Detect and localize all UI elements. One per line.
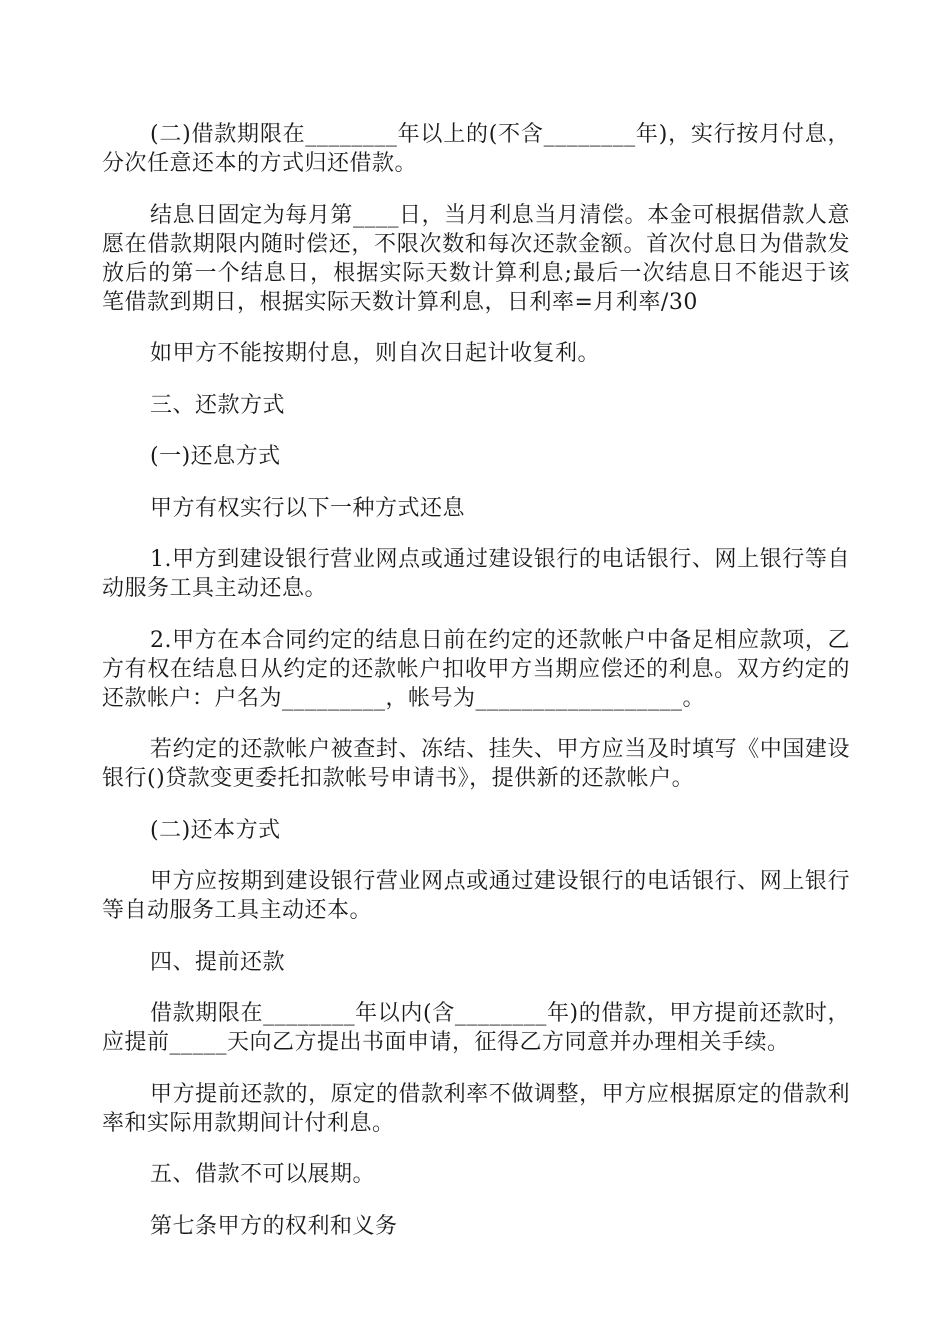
article-heading-party-a-rights: 第七条甲方的权利和义务 bbox=[150, 1213, 398, 1239]
section-heading-repayment-method: 三、还款方式 bbox=[150, 392, 286, 418]
paragraph-principal-repayment: 甲方应按期到建设银行营业网点或通过建设银行的电话银行、网上银行等自动服务工具主动还本。 bbox=[102, 869, 850, 923]
subsection-heading-interest-repayment: (一)还息方式 bbox=[150, 444, 281, 469]
paragraph-early-repayment-rate: 甲方提前还款的，原定的借款利率不做调整，甲方应根据原定的借款利率和实际用款期间计付利息。 bbox=[102, 1081, 850, 1136]
paragraph-settlement-date: 结息日固定为每月第____日，当月利息当月清偿。本金可根据借款人意愿在借款期限内随时偿还，不限次数和每次还款金额。首次付息日为借款发放后的第一个结息日，根据实际天数计算利息;最后一次结息日不能迟于该笔借款到期日，根据实际天数计算利息，日利率=月利率/30 bbox=[102, 202, 850, 315]
list-item-option-1: 1.甲方到建设银行营业网点或通过建设银行的电话银行、网上银行等自动服务工具主动还息。 bbox=[102, 547, 850, 601]
paragraph-early-repayment-request: 借款期限在________年以内(含________年)的借款，甲方提前还款时，应提前_____天向乙方提出书面申请，征得乙方同意并办理相关手续。 bbox=[102, 1001, 850, 1055]
list-item-option-2: 2.甲方在本合同约定的结息日前在约定的还款帐户中备足相应款项，乙方有权在结息日从约定的还款帐户扣收甲方当期应偿还的利息。双方约定的还款帐户：户名为_________，帐号为__________________。 bbox=[102, 627, 850, 711]
section-heading-early-repayment: 四、提前还款 bbox=[150, 949, 286, 975]
section-heading-no-extension: 五、借款不可以展期。 bbox=[150, 1162, 376, 1187]
paragraph-compound-interest: 如甲方不能按期付息，则自次日起计收复利。 bbox=[150, 341, 601, 366]
subsection-heading-principal-repayment: (二)还本方式 bbox=[150, 817, 281, 843]
document-page bbox=[102, 120, 850, 1263]
paragraph-account-frozen: 若约定的还款帐户被查封、冻结、挂失、甲方应当及时填写《中国建设银行()贷款变更委托扣款帐号申请书》，提供新的还款帐户。 bbox=[102, 737, 850, 791]
paragraph-interest-options: 甲方有权实行以下一种方式还息 bbox=[150, 495, 466, 521]
paragraph-loan-term-interest: (二)借款期限在________年以上的(不含________年)，实行按月付息，分次任意还本的方式归还借款。 bbox=[102, 122, 850, 176]
